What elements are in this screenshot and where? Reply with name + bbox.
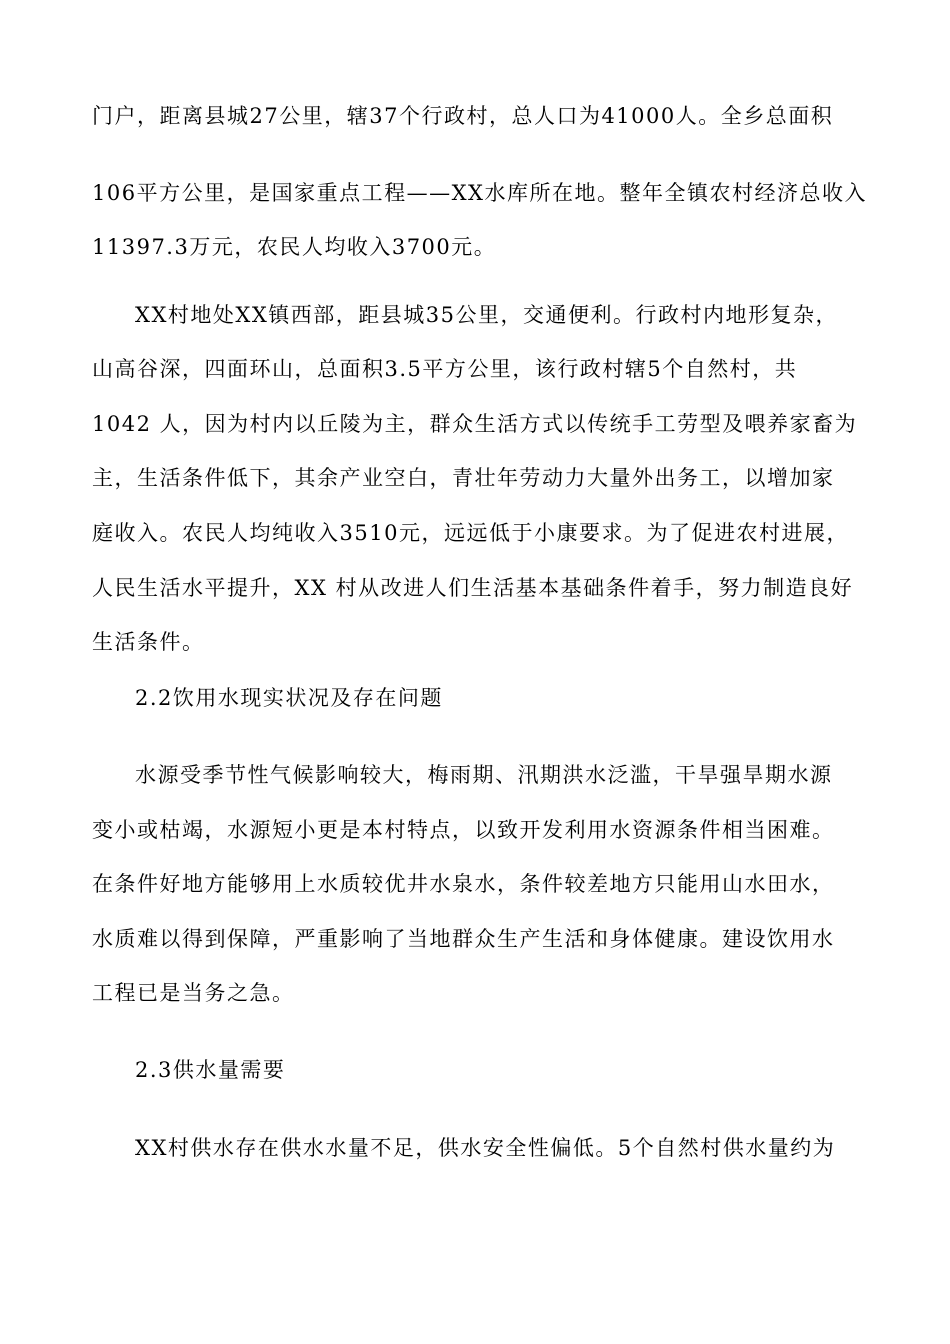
paragraph-1-line-2: 106平方公里，是国家重点工程——XX水库所在地。整年全镇农村经济总收入 xyxy=(92,181,867,205)
paragraph-2-line-6: 人民生活水平提升，XX 村从改进人们生活基本基础条件着手，努力制造良好 xyxy=(92,576,854,600)
paragraph-3-line-5: 工程已是当务之急。 xyxy=(92,981,295,1005)
paragraph-2-line-1: XX村地处XX镇西部，距县城35公里，交通便利。行政村内地形复杂， xyxy=(135,303,839,327)
section-heading-2-2: 2.2饮用水现实状况及存在问题 xyxy=(135,686,443,710)
paragraph-2-line-7: 生活条件。 xyxy=(92,630,205,654)
paragraph-2-line-3: 1042 人，因为村内以丘陵为主，群众生活方式以传统手工劳型及喂养家畜为 xyxy=(92,412,858,436)
paragraph-2-line-4: 主，生活条件低下，其余产业空白，青壮年劳动力大量外出务工，以增加家 xyxy=(92,466,835,490)
paragraph-3-line-1: 水源受季节性气候影响较大，梅雨期、汛期洪水泛滥，干旱强旱期水源 xyxy=(135,763,833,787)
paragraph-2-line-5: 庭收入。农民人均纯收入3510元，远远低于小康要求。为了促进农村进展， xyxy=(92,521,849,545)
paragraph-3-line-3: 在条件好地方能够用上水质较优井水泉水，条件较差地方只能用山水田水， xyxy=(92,872,835,896)
paragraph-1-line-1: 门户，距离县城27公里，辖37个行政村，总人口为41000人。全乡总面积 xyxy=(92,104,834,128)
paragraph-4-line-1: XX村供水存在供水水量不足，供水安全性偏低。5个自然村供水量约为 xyxy=(135,1136,836,1160)
paragraph-2-line-2: 山高谷深，四面环山，总面积3.5平方公里，该行政村辖5个自然村，共 xyxy=(92,357,798,381)
paragraph-3-line-4: 水质难以得到保障，严重影响了当地群众生产生活和身体健康。建设饮用水 xyxy=(92,927,835,951)
paragraph-3-line-2: 变小或枯竭，水源短小更是本村特点，以致开发利用水资源条件相当困难。 xyxy=(92,818,835,842)
section-heading-2-3: 2.3供水量需要 xyxy=(135,1058,286,1082)
paragraph-1-line-3: 11397.3万元，农民人均收入3700元。 xyxy=(92,235,497,259)
